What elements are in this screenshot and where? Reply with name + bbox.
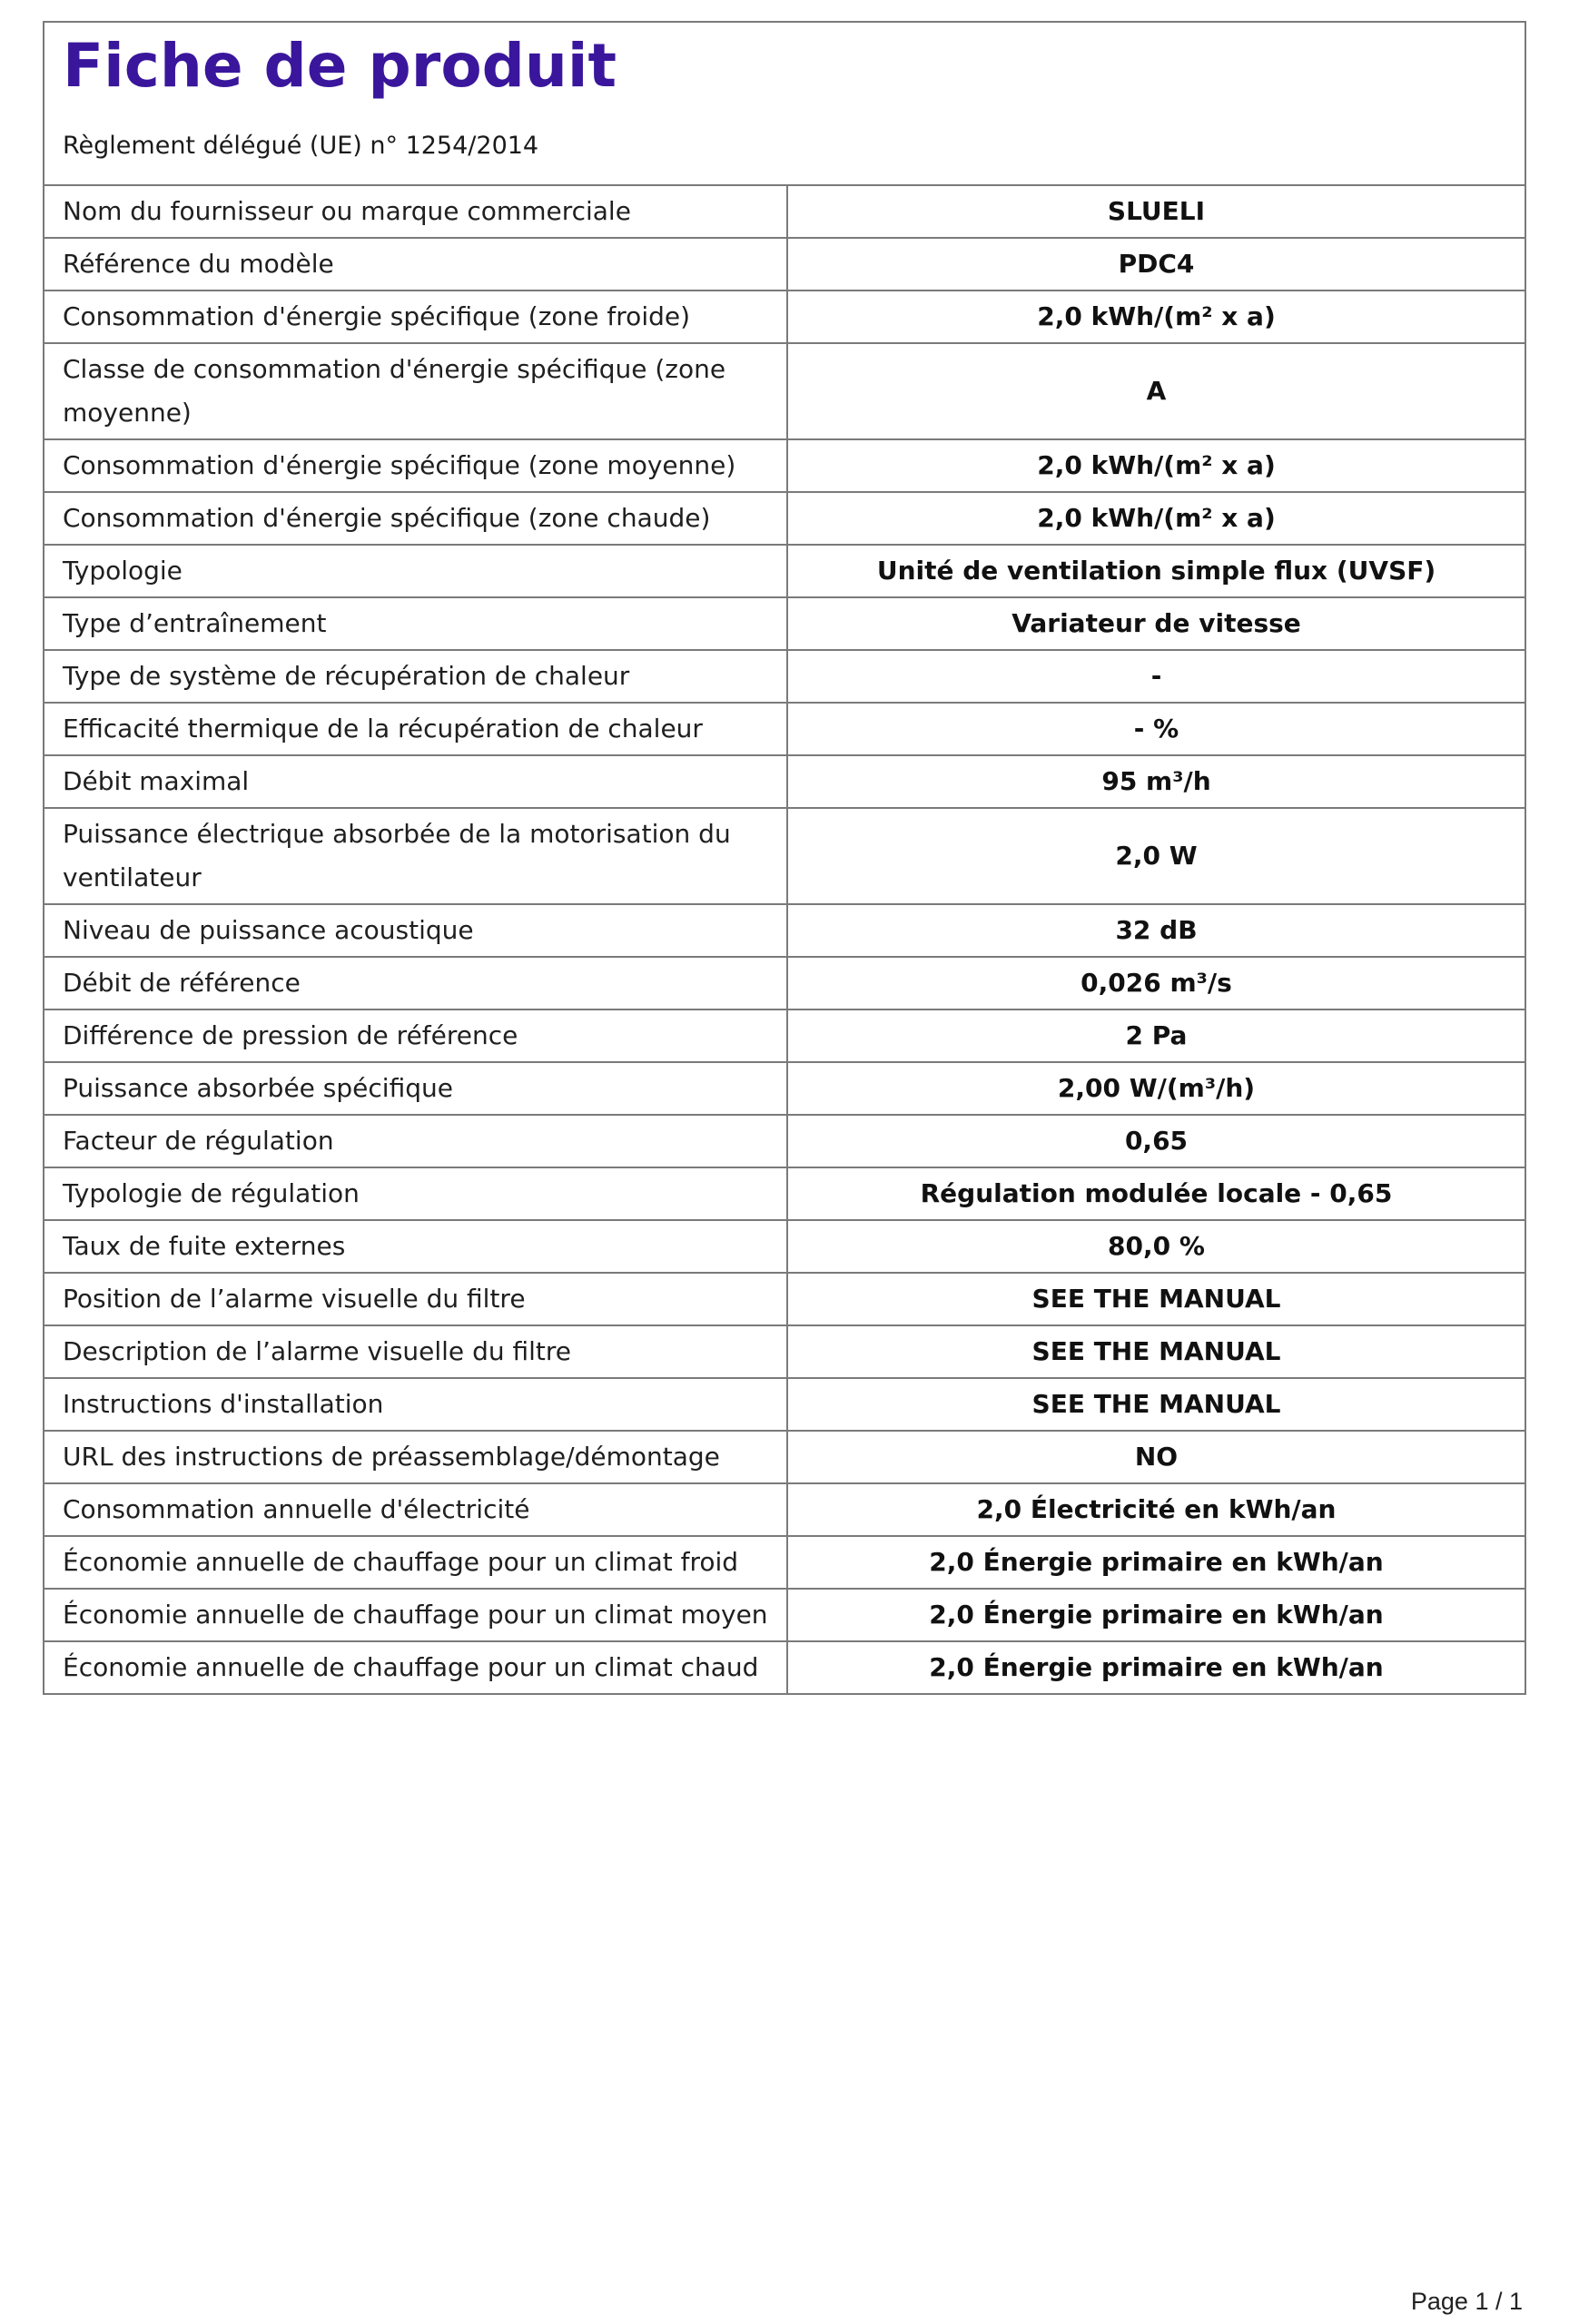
row-value: 2,0 W: [787, 808, 1525, 904]
row-label: Typologie de régulation: [44, 1167, 787, 1220]
row-label: Instructions d'installation: [44, 1378, 787, 1431]
table-row: [44, 343, 1525, 439]
row-value: SLUELI: [1107, 196, 1206, 226]
row-label: Type de système de récupération de chaleur: [44, 650, 787, 703]
row-value: 2 Pa: [787, 1009, 1525, 1062]
row-label: Typologie: [44, 545, 787, 597]
specification-table-body: [44, 186, 1525, 1693]
table-row: [44, 1062, 1525, 1115]
row-value: 2,0 Énergie primaire en kWh/an: [787, 1589, 1525, 1641]
table-row: [44, 545, 1525, 597]
row-label: Type d’entraînement: [44, 597, 787, 650]
row-value: SEE THE MANUAL: [787, 1273, 1525, 1325]
row-value: 2,0 kWh/(m² x a): [787, 290, 1525, 343]
row-label: Économie annuelle de chauffage pour un climat moyen: [44, 1589, 787, 1641]
row-value: - %: [787, 703, 1525, 755]
row-value: PDC4: [787, 238, 1525, 290]
table-row: [44, 1378, 1525, 1431]
table-row: [44, 808, 1525, 904]
specification-table: [44, 186, 1525, 1693]
sheet-header: [44, 23, 1525, 186]
row-value: 80,0 %: [787, 1220, 1525, 1273]
table-row: [44, 1115, 1525, 1167]
table-row: [44, 904, 1525, 957]
row-label: Position de l’alarme visuelle du filtre: [44, 1273, 787, 1325]
row-value: 32 dB: [787, 904, 1525, 957]
table-row: [44, 290, 1525, 343]
table-row: [44, 1641, 1525, 1693]
table-row: [44, 492, 1525, 545]
row-value: 95 m³/h: [787, 755, 1525, 808]
product-sheet: [43, 21, 1526, 1695]
row-value: A: [787, 343, 1525, 439]
row-value: 0,026 m³/s: [787, 957, 1525, 1009]
row-value: SEE THE MANUAL: [787, 1378, 1525, 1431]
table-row: [44, 755, 1525, 808]
row-value: Variateur de vitesse: [787, 597, 1525, 650]
row-label: Consommation annuelle d'électricité: [44, 1483, 787, 1536]
row-label: Puissance électrique absorbée de la motorisation du ventilateur: [44, 808, 787, 904]
row-label: Nom du fournisseur ou marque commerciale: [44, 186, 787, 238]
row-value: 2,0 kWh/(m² x a): [787, 492, 1525, 545]
row-label: Économie annuelle de chauffage pour un climat froid: [44, 1536, 787, 1589]
row-label: Niveau de puissance acoustique: [44, 904, 787, 957]
row-label: Consommation d'énergie spécifique (zone chaude): [44, 492, 787, 545]
row-label: Efficacité thermique de la récupération de chaleur: [44, 703, 787, 755]
row-label: Description de l’alarme visuelle du filtre: [44, 1325, 787, 1378]
table-row: [44, 1325, 1525, 1378]
row-label: Débit maximal: [44, 755, 787, 808]
table-row: [44, 1589, 1525, 1641]
table-row: [44, 186, 1525, 238]
row-value: Régulation modulée locale - 0,65: [787, 1167, 1525, 1220]
row-label: Taux de fuite externes: [44, 1220, 787, 1273]
regulation-reference: Règlement délégué (UE) n° 1254/2014: [63, 132, 539, 160]
page-number: Page 1 / 1: [1410, 2288, 1523, 2315]
row-label: Différence de pression de référence: [44, 1009, 787, 1062]
page-title: Fiche de produit: [63, 31, 617, 101]
table-row: [44, 238, 1525, 290]
table-row: [44, 1009, 1525, 1062]
row-value: 2,0 Énergie primaire en kWh/an: [787, 1641, 1525, 1693]
row-label: Facteur de régulation: [44, 1115, 787, 1167]
row-label: Économie annuelle de chauffage pour un climat chaud: [44, 1641, 787, 1693]
row-value: NO: [787, 1431, 1525, 1483]
row-value: 2,0 Électricité en kWh/an: [787, 1483, 1525, 1536]
row-label: Débit de référence: [44, 957, 787, 1009]
table-row: [44, 650, 1525, 703]
row-value: -: [787, 650, 1525, 703]
table-row: [44, 1220, 1525, 1273]
row-value: 2,00 W/(m³/h): [787, 1062, 1525, 1115]
row-value: SEE THE MANUAL: [787, 1325, 1525, 1378]
row-label: Consommation d'énergie spécifique (zone moyenne): [44, 439, 787, 492]
table-row: [44, 1431, 1525, 1483]
table-row: [44, 957, 1525, 1009]
table-row: [44, 597, 1525, 650]
table-row: [44, 1536, 1525, 1589]
table-row: [44, 1483, 1525, 1536]
table-row: [44, 1273, 1525, 1325]
row-value: 0,65: [787, 1115, 1525, 1167]
row-value: 2,0 Énergie primaire en kWh/an: [787, 1536, 1525, 1589]
row-label: Puissance absorbée spécifique: [44, 1062, 787, 1115]
row-label: URL des instructions de préassemblage/démontage: [44, 1431, 787, 1483]
table-row: [44, 439, 1525, 492]
table-row: [44, 703, 1525, 755]
row-label: Référence du modèle: [44, 238, 787, 290]
row-value: 2,0 kWh/(m² x a): [787, 439, 1525, 492]
row-label: Consommation d'énergie spécifique (zone froide): [44, 290, 787, 343]
row-label: Classe de consommation d'énergie spécifique (zone moyenne): [44, 343, 787, 439]
table-row: [44, 1167, 1525, 1220]
row-value: Unité de ventilation simple flux (UVSF): [787, 545, 1525, 597]
